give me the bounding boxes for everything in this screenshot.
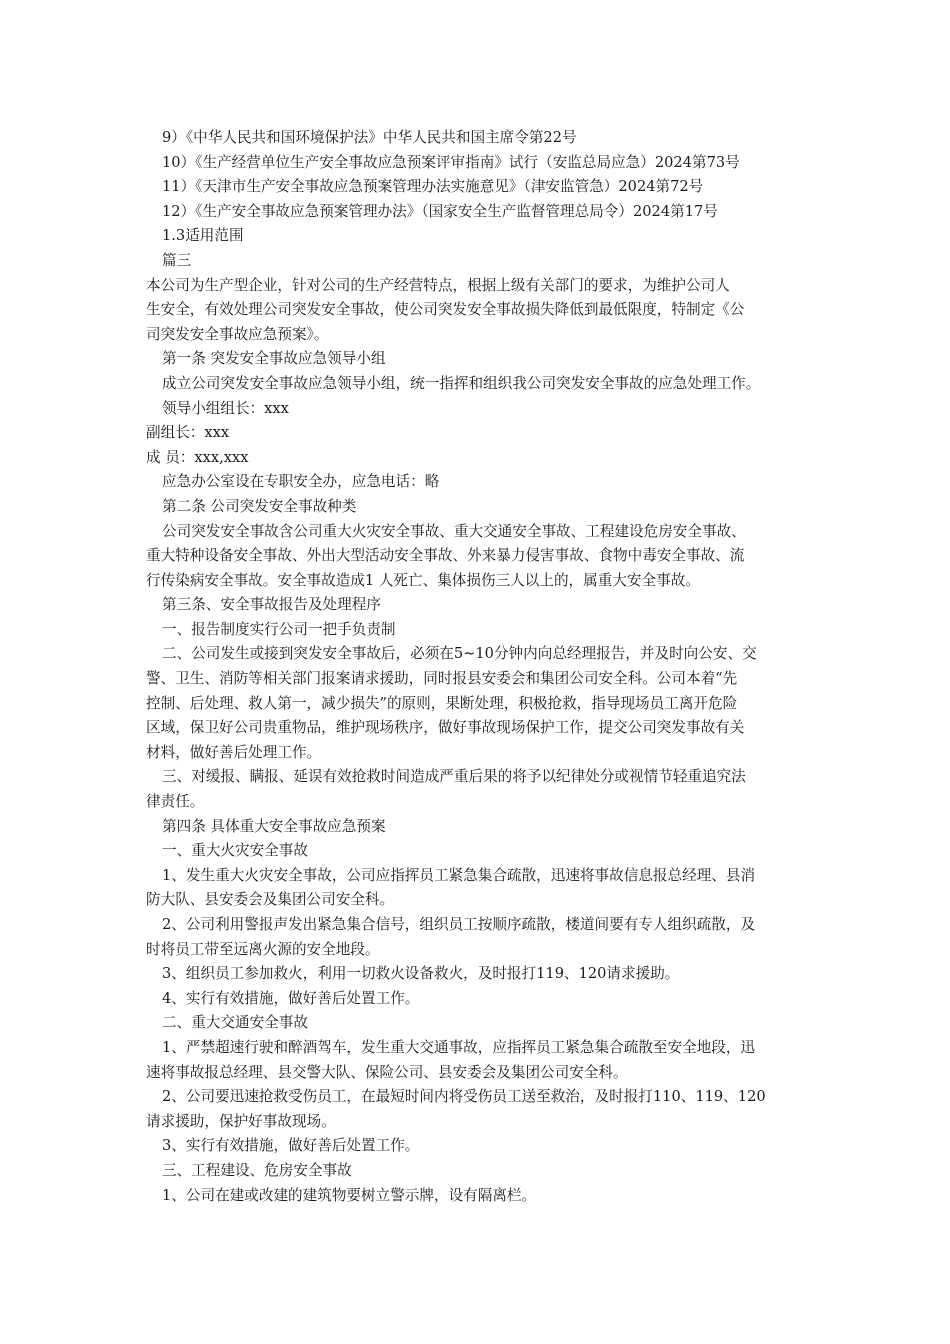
text-line: 1、发生重大火灾安全事故，公司应指挥员工紧急集合疏散，迅速将事故信息报总经理、县消 (162, 866, 756, 884)
text-line: 第二条 公司突发安全事故种类 (162, 497, 357, 515)
text-line: 行传染病安全事故。安全事故造成1 人死亡、集体损伤三人以上的，属重大安全事故。 (146, 571, 700, 589)
text-line: 9）《中华人民共和国环境保护法》中华人民共和国主席令第22号 (162, 129, 577, 146)
text-line: 3、实行有效措施，做好善后处置工作。 (162, 1137, 420, 1155)
text-line: 速将事故报总经理、县交警大队、保险公司、县安委会及集团公司安全科。 (146, 1063, 628, 1081)
text-line: 篇三 (162, 251, 192, 269)
text-line: 区域，保卫好公司贵重物品，维护现场秩序，做好事故现场保护工作，提交公司突发事故有关 (146, 719, 745, 737)
text-line: 成 员：xxx,xxx (146, 448, 249, 466)
text-line: 一、重大火灾安全事故 (162, 842, 308, 860)
text-line: 防大队、县安委会及集团公司安全科。 (146, 891, 395, 909)
text-line: 一、报告制度实行公司一把手负责制 (162, 620, 396, 638)
text-line: 1、公司在建或改建的建筑物要树立警示牌，设有隔离栏。 (162, 1186, 537, 1204)
text-line: 4、实行有效措施，做好善后处置工作。 (162, 989, 420, 1007)
text-line: 警、卫生、消防等相关部门报案请求援助，同时报县安委会和集团公司安全科。公司本着“先 (146, 670, 738, 688)
text-line: 第四条 具体重大安全事故应急预案 (162, 817, 386, 835)
text-line: 领导小组组长：xxx (162, 399, 289, 417)
text-line: 10）《生产经营单位生产安全事故应急预案评审指南》试行（安监总局应急）2024第73号 (162, 153, 740, 171)
text-line: 律责任。 (146, 793, 205, 811)
text-line: 3、组织员工参加救火，利用一切救火设备救火，及时报打119、120请求援助。 (162, 965, 680, 983)
text-line: 二、公司发生或接到突发安全事故后，必须在5~10分钟内向总经理报告，并及时向公安、交 (162, 645, 757, 663)
text-line: 材料，做好善后处理工作。 (146, 743, 322, 761)
text-line: 1.3适用范围 (162, 227, 244, 245)
text-line: 2、公司利用警报声发出紧急集合信号，组织员工按顺序疏散，楼道间要有专人组织疏散，及 (162, 916, 756, 933)
text-line: 1、严禁超速行驶和醉酒驾车，发生重大交通事故，应指挥员工紧急集合疏散至安全地段，迅 (162, 1038, 756, 1056)
text-line: 请求援助，保护好事故现场。 (146, 1112, 336, 1130)
text-line: 时将员工带至远离火源的安全地段。 (146, 940, 380, 958)
text-line: 三、工程建设、危房安全事故 (162, 1161, 352, 1179)
text-line: 三、对缓报、瞒报、延误有效抢救时间造成严重后果的将予以纪律处分或视情节轻重追究法 (162, 768, 746, 786)
text-line: 公司突发安全事故含公司重大火灾安全事故、重大交通安全事故、工程建设危房安全事故、 (162, 522, 746, 540)
text-line: 2、公司要迅速抢救受伤员工，在最短时间内将受伤员工送至救治，及时报打110、119、120 (162, 1088, 766, 1106)
text-line: 二、重大交通安全事故 (162, 1014, 308, 1032)
text-line: 本公司为生产型企业，针对公司的生产经营特点，根据上级有关部门的要求，为维护公司人 (146, 276, 730, 294)
text-line: 控制、后处理、救人第一，减少损失”的原则，果断处理，积极抢救，指导现场员工离开危险 (146, 694, 738, 712)
text-line: 副组长：xxx (146, 424, 230, 442)
text-line: 11）《天津市生产安全事故应急预案管理办法实施意见》（津安监管急）2024第72号 (162, 178, 704, 196)
text-line: 第三条、安全事故报告及处理程序 (162, 596, 381, 614)
text-line: 12）《生产安全事故应急预案管理办法》（国家安全生产监督管理总局令）2024第17号 (162, 202, 718, 220)
text-line: 重大特种设备安全事故、外出大型活动安全事故、外来暴力侵害事故、食物中毒安全事故、流 (146, 547, 745, 565)
text-line: 生安全，有效处理公司突发安全事故，使公司突发安全事故损失降低到最低限度，特制定《公 (146, 301, 745, 319)
document-body (146, 126, 814, 1208)
text-line: 第一条 突发安全事故应急领导小组 (162, 350, 386, 368)
text-line: 应急办公室设在专职安全办，应急电话：略 (162, 473, 440, 491)
text-line: 司突发安全事故应急预案》。 (146, 325, 329, 343)
text-line: 成立公司突发安全事故应急领导小组，统一指挥和组织我公司突发安全事故的应急处理工作。 (162, 374, 761, 392)
